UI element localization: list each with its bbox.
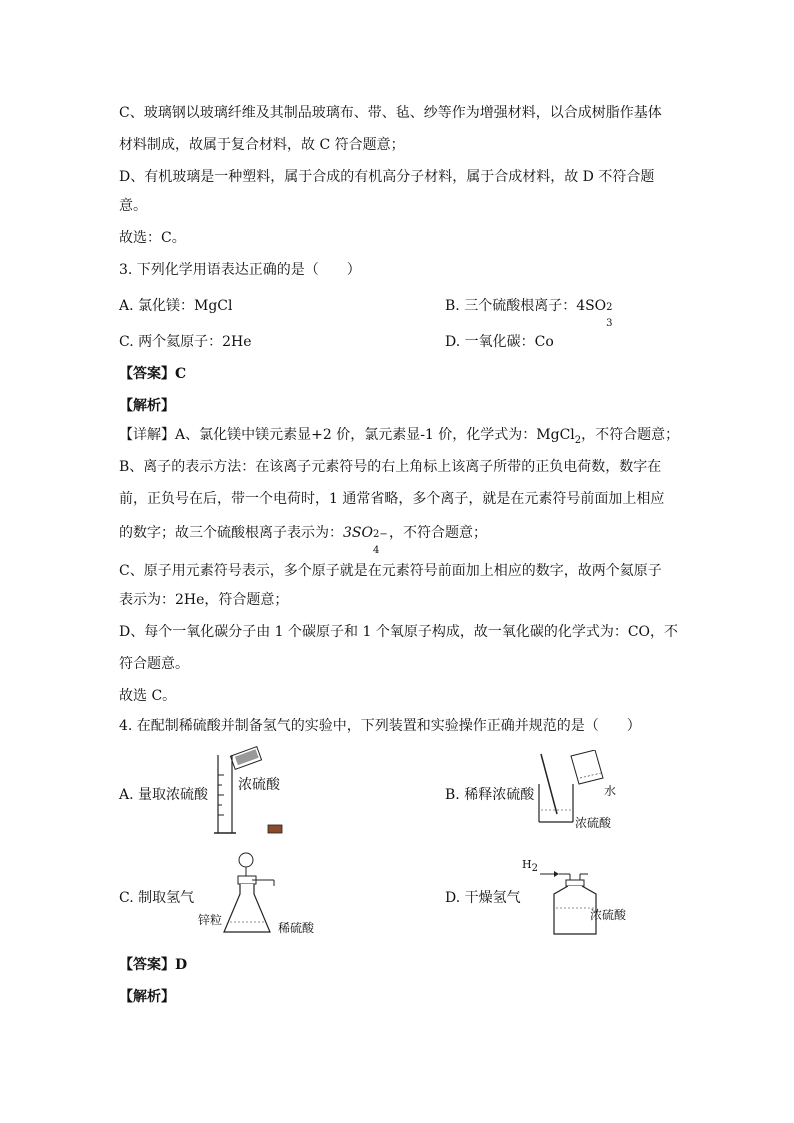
q3-option-b-sup: 2: [606, 302, 613, 313]
q2-choose: 故选：C。: [119, 230, 186, 246]
q3-detail-a-post: ，不符合题意；: [581, 427, 680, 443]
q4-option-d-label-acid: 浓硫酸: [590, 908, 627, 922]
q3-detail-b-formula-sup: 2−: [372, 529, 388, 540]
q4-stem: 4. 在配制稀硫酸并制备氢气的实验中，下列装置和实验操作正确并规范的是（ ）: [119, 718, 641, 734]
q3-analysis-heading: 【解析】: [119, 398, 175, 414]
q2-option-c-line1: C、玻璃钢以玻璃纤维及其制品玻璃布、带、毡、纱等作为增强材料，以合成树脂作基体: [119, 105, 662, 121]
q3-option-c: C. 两个氦原子：2He: [119, 334, 252, 350]
small-dish-icon: [268, 825, 282, 833]
q4-option-b-label-water: 水: [604, 784, 617, 798]
q3-detail-d-line2: 符合题意。: [119, 656, 189, 672]
q4-option-b-label-acid: 浓硫酸: [575, 816, 612, 830]
q2-option-d-line1: D、有机玻璃是一种塑料，属于合成的有机高分子材料，属于合成材料，故 D 不符合题: [119, 169, 655, 185]
q4-option-d: D. 干燥氢气: [445, 890, 521, 906]
drying-bottle-figure: [540, 862, 610, 940]
q3-detail-a: [119, 425, 679, 451]
q3-detail-b-line3-pre: 的数字；故三个硫酸根离子表示为：: [119, 525, 343, 541]
glass-rod-icon: [541, 754, 557, 814]
q3-detail-b-line1: B、离子的表示方法：在该离子元素符号的右上角标上该离子所带的正负电荷数，数字在: [119, 459, 662, 475]
q3-detail-a-sub: 2: [574, 434, 582, 446]
q3-option-b-sub: 3: [606, 318, 613, 329]
beaker-icon: [539, 784, 573, 822]
q3-detail-b-formula: 3SO: [343, 525, 373, 541]
q3-detail-c-line1: C、原子用元素符号表示，多个原子就是在元素符号前面加上相应的数字，故两个氦原子: [119, 563, 662, 579]
q3-detail-a-pre: 【详解】A、氯化镁中镁元素显+2 价，氯元素显-1 价，化学式为：MgCl: [119, 427, 575, 443]
arrow-right-icon: [540, 871, 559, 877]
q2-option-d-line2: 意。: [119, 198, 147, 214]
q4-option-c-label-acid: 稀硫酸: [278, 921, 315, 935]
q3-stem: 3. 下列化学用语表达正确的是（ ）: [119, 262, 361, 278]
q3-option-b: [445, 296, 614, 329]
q4-option-d-label-h2: [522, 858, 538, 876]
q3-detail-c-line2: 表示为：2He，符合题意；: [119, 592, 289, 608]
q3-option-a: A. 氯化镁：MgCl: [119, 298, 233, 314]
q2-option-c-line2: 材料制成，故属于复合材料，故 C 符合题意；: [119, 137, 405, 153]
q4-analysis-heading: 【解析】: [119, 989, 175, 1005]
q3-detail-b-formula-sub: 4: [372, 545, 380, 556]
pouring-beaker-icon: [571, 750, 603, 784]
q3-choose: 故选 C。: [119, 688, 177, 704]
q3-detail-d-line1: D、每个一氧化碳分子由 1 个碳原子和 1 个氧原子构成，故一氧化碳的化学式为：CO，不: [119, 624, 679, 640]
flask-icon: [224, 876, 274, 932]
q4-option-c-label-zinc: 锌粒: [198, 913, 223, 927]
measuring-cylinder-icon: [214, 755, 236, 833]
q4-option-a: A. 量取浓硫酸: [119, 787, 209, 803]
q4-option-c: C. 制取氢气: [119, 890, 195, 906]
q4-option-a-label: 浓硫酸: [238, 777, 280, 793]
q3-option-d: D. 一氧化碳：Co: [445, 334, 554, 350]
q3-option-b-text: B. 三个硫酸根离子：4SO: [445, 298, 607, 314]
q3-detail-b-line2: 前，正负号在后，带一个电荷时，1 通常省略，多个离子，就是在元素符号前面加上相应: [119, 491, 665, 507]
q3-answer: 【答案】C: [119, 366, 187, 382]
reagent-bottle-icon: [230, 747, 261, 770]
q4-option-b: B. 稀释浓硫酸: [445, 787, 535, 803]
q3-detail-b-line3: [119, 523, 487, 556]
gas-washing-bottle-icon: [554, 874, 596, 934]
q4-option-d-label-h2-sub: 2: [531, 863, 538, 875]
q3-detail-b-line3-post: ，不符合题意；: [388, 525, 487, 541]
q4-option-d-label-h2-text: H: [522, 858, 532, 871]
q4-answer: 【答案】D: [119, 957, 188, 973]
